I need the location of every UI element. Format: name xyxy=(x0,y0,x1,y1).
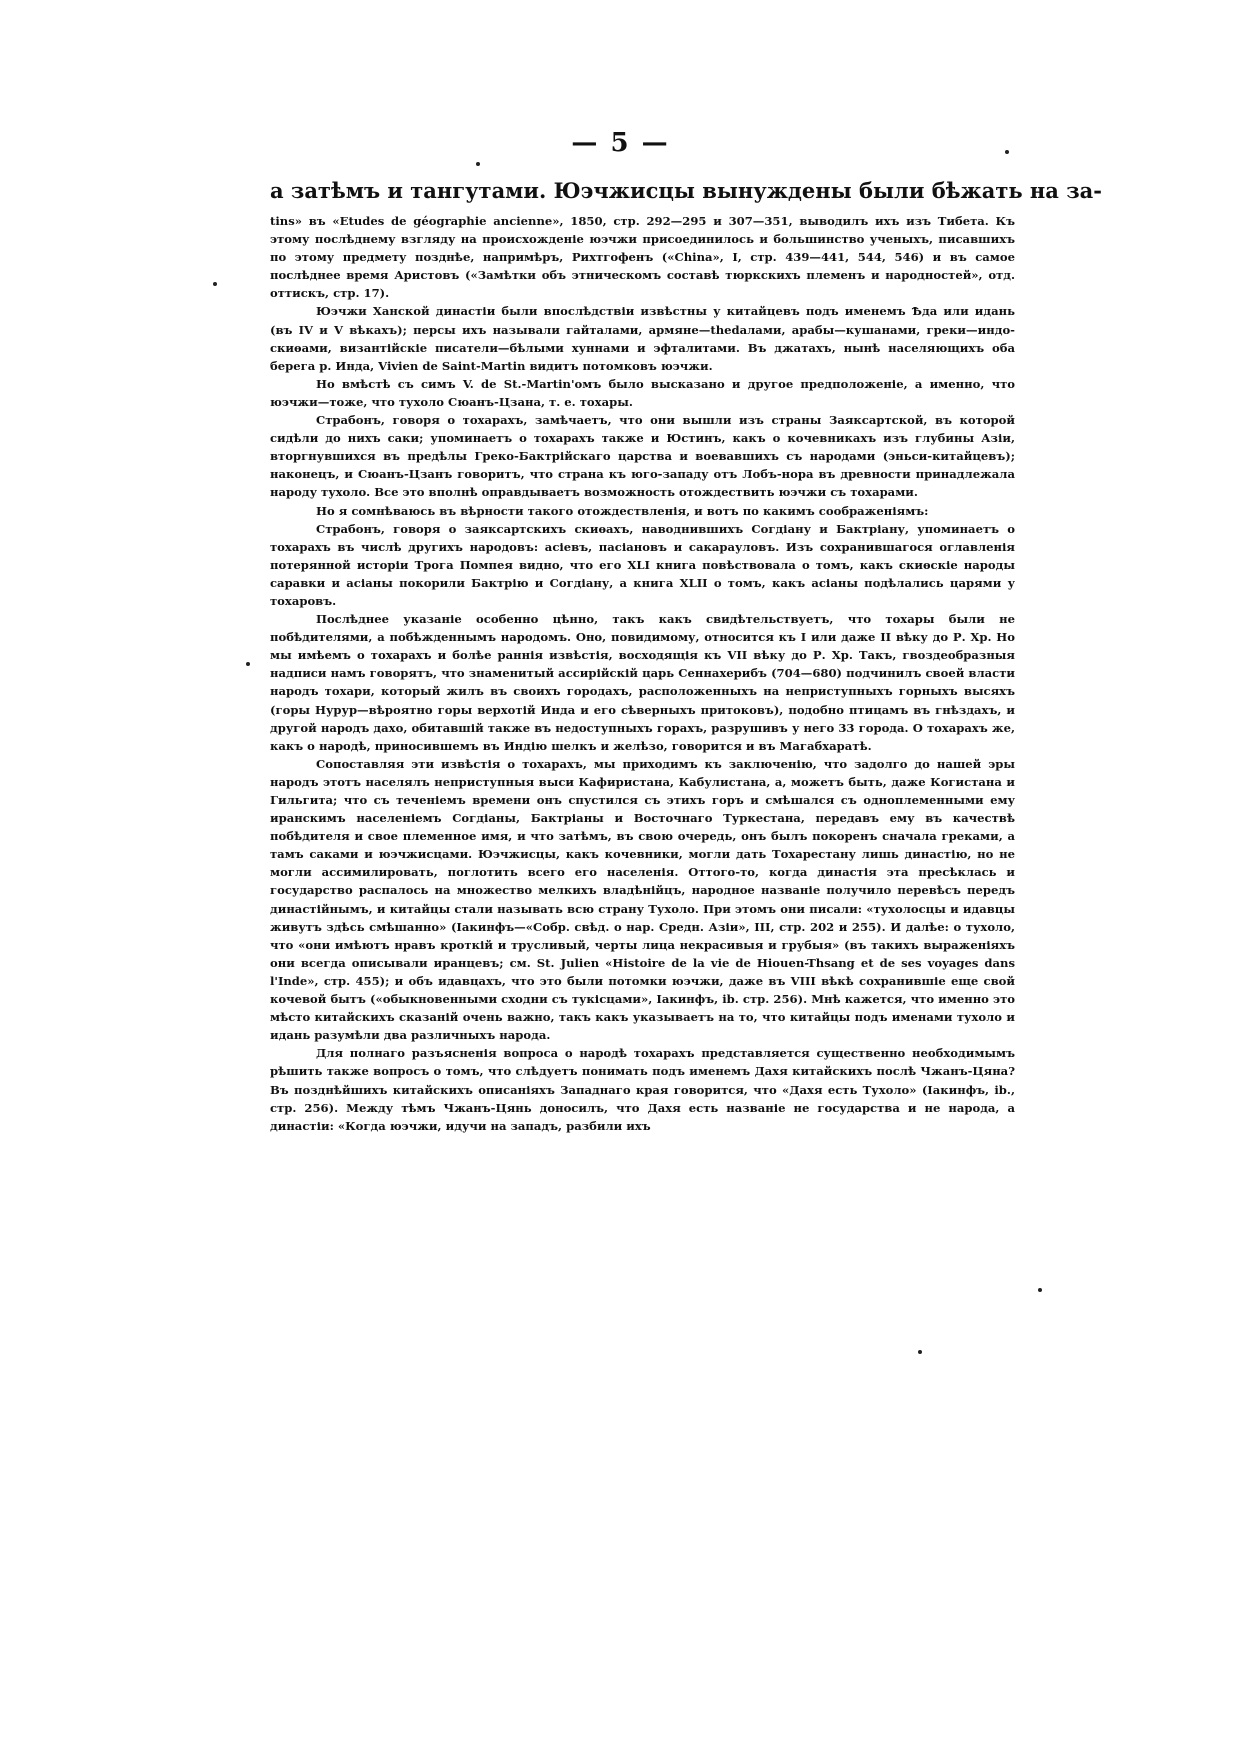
footnote-paragraph: Юэчжи Ханской династіи были впослѣдствіи извѣстны у китайцевъ подъ именемъ Ѣда или идань (въ IV и V вѣкахъ); персы ихъ называли гайталами, армяне—thedалами, арабы—кушанами, греки—индо-скиѳами, византійскіе писатели—бѣлыми хуннами и эфталитами. Въ джатахъ, нынѣ населяющихъ оба берега р. Инда, Vivien de Saint-Martin видитъ потомковъ юэчжи. xyxy=(270,304,1015,373)
footnote-paragraph: Послѣднее указаніе особенно цѣнно, такъ какъ свидѣтельствуетъ, что тохары были не побѣдителями, а побѣжденнымъ народомъ. Оно, повидимому, относится къ I или даже II вѣку до Р. Хр. Но мы имѣемъ о тохарахъ и болѣе раннія извѣстія, восходящія къ VII вѣку до Р. Хр. Такъ, гвоздеобразныя надписи намъ говорятъ, что знаменитый ассирійскій царь Сеннахерибъ (704—680) подчинилъ своей власти народъ тохари, который жилъ въ своихъ городахъ, расположенныхъ на неприступныхъ горныхъ высяхъ (горы Нурур—вѣроятно горы верхотій Инда и его сѣверныхъ притоковъ), подобно птицамъ въ гнѣздахъ, и другой народъ дахо, обитавшій также въ недоступныхъ горахъ, разрушивъ у него 33 города. О тохарахъ же, какъ о народѣ, приносившемъ въ Индію шелкъ и желѣзо, говорится и въ Магабхаратѣ. xyxy=(270,612,1015,753)
page-number: — 5 — xyxy=(571,128,670,158)
scan-speck xyxy=(1005,150,1009,154)
scan-speck xyxy=(246,662,250,666)
footnote-paragraph: Страбонъ, говоря о тохарахъ, замѣчаетъ, что они вышли изъ страны Заяксартской, въ которой сидѣли до нихъ саки; упоминаетъ о тохарахъ также и Юстинъ, какъ о кочевникахъ изъ глубины Азіи, вторгнувшихся въ предѣлы Греко-Бактрійскаго царства и воевавшихъ съ народами (эньси-китайцевъ); наконецъ, и Сюанъ-Цзанъ говоритъ, что страна къ юго-западу отъ Лобъ-нора въ древности принадлежала народу тухоло. Все это вполнѣ оправдываетъ возможность отождествить юэчжи съ тохарами. xyxy=(270,413,1015,500)
footnote-paragraph: Но вмѣстѣ съ симъ V. de St.-Martin'омъ было высказано и другое предположеніе, а именно, что юэчжи—тоже, что тухоло Сюанъ-Цзана, т. е. тохары. xyxy=(270,376,1015,409)
scan-speck xyxy=(1038,1288,1042,1292)
footnote-paragraph: Сопоставляя эти извѣстія о тохарахъ, мы приходимъ къ заключенію, что задолго до нашей эры народъ этотъ населялъ неприступныя выси Кафиристана, Кабулистана, а, можетъ быть, даже Когистана и Гильгита; что съ теченіемъ времени онъ спустился съ этихъ горъ и смѣшался съ одноплеменными ему иранскимъ населеніемъ Согдіаны, Бактріаны и Восточнаго Туркестана, передавъ ему въ качествѣ побѣдителя и свое племенное имя, и что затѣмъ, въ свою очередь, онъ былъ покоренъ сначала греками, а тамъ саками и юэчжисцами. Юэчжисцы, какъ кочевники, могли дать Тохарестану лишь династію, но не могли ассимилировать, поглотить всего его населенія. Оттого-то, когда династія эта пресѣклась и государство распалось на множество мелкихъ владѣнійцъ, народное названіе получило перевѣсъ передъ династійнымъ, и китайцы стали называть всю страну Тухоло. При этомъ они писали: «тухолосцы и идавцы живутъ здѣсь смѣшанно» (Іакинфъ—«Собр. свѣд. о нар. Средн. Азіи», III, стр. 202 и 255). И далѣе: о тухоло, что «они имѣютъ нравъ кроткій и трусливый, черты лица некрасивыя и грубыя» (въ такихъ выраженіяхъ они всегда описывали иранцевъ; см. St. Julien «Histoire de la vie de Hiouen-Thsang et de ses voyages dans l'Inde», стр. 455); и объ идавцахъ, что это были потомки юэчжи, даже въ VIII вѣкѣ сохранившіе еще свой кочевой бытъ («обыкновенными сходни съ тукісцами», Іакинфъ, ib. стр. 256). Мнѣ кажется, что именно это мѣсто китайскихъ сказаній очень важно, такъ какъ указываетъ на то, что китайцы подъ именами тухоло и идань разумѣли два различныхъ народа. xyxy=(270,756,1015,1043)
footnote-paragraph: tins» въ «Etudes de géographie ancienne», 1850, стр. 292—295 и 307—351, выводилъ ихъ изъ Тибета. Къ этому послѣднему взгляду на происхожденіе юэчжи присоединилось и большинство ученыхъ, писавшихъ по этому предмету позднѣе, напримѣръ, Рихтгофенъ («China», I, стр. 439—441, 544, 546) и въ самое послѣднее время Аристовъ («Замѣтки объ этническомъ составѣ тюркскихъ племенъ и народностей», отд. оттискъ, стр. 17). xyxy=(270,214,1015,301)
footnote-block xyxy=(270,212,1015,1135)
scan-speck xyxy=(476,162,480,166)
scan-speck xyxy=(213,282,217,286)
footnote-paragraph: Страбонъ, говоря о заяксартскихъ скиѳахъ, наводнившихъ Согдіану и Бактріану, упоминаетъ о тохарахъ въ числѣ другихъ народовъ: асіевъ, пасіановъ и сакарауловъ. Изъ сохранившагося оглавленія потерянной исторіи Трога Помпея видно, что его XLI книга повѣствовала о томъ, какъ скиѳскіе народы саравки и асіаны покорили Бактрію и Согдіану, а книга XLII о томъ, какъ асіаны подѣлались царями у тохаровъ. xyxy=(270,521,1015,608)
footnote-paragraph: Но я сомнѣваюсь въ вѣрности такого отождествленія, и вотъ по какимъ соображеніямъ: xyxy=(316,503,929,518)
main-text-line: а затѣмъ и тангутами. Юэчжисцы вынуждены были бѣжать на за- xyxy=(270,178,1102,203)
scan-speck xyxy=(918,1350,922,1354)
footnote-paragraph: Для полнаго разъясненія вопроса о народѣ тохарахъ представляется существенно необходимымъ рѣшить также вопросъ о томъ, что слѣдуетъ понимать подъ именемъ Дахя китайскихъ послѣ Чжанъ-Цяна? Въ позднѣйшихъ китайскихъ описаніяхъ Западнаго края говорится, что «Дахя есть Тухоло» (Іакинфъ, ib., стр. 256). Между тѣмъ Чжанъ-Цянь доносилъ, что Дахя есть названіе не государства и не народа, а династіи: «Когда юэчжи, идучи на западъ, разбили ихъ xyxy=(270,1046,1015,1133)
